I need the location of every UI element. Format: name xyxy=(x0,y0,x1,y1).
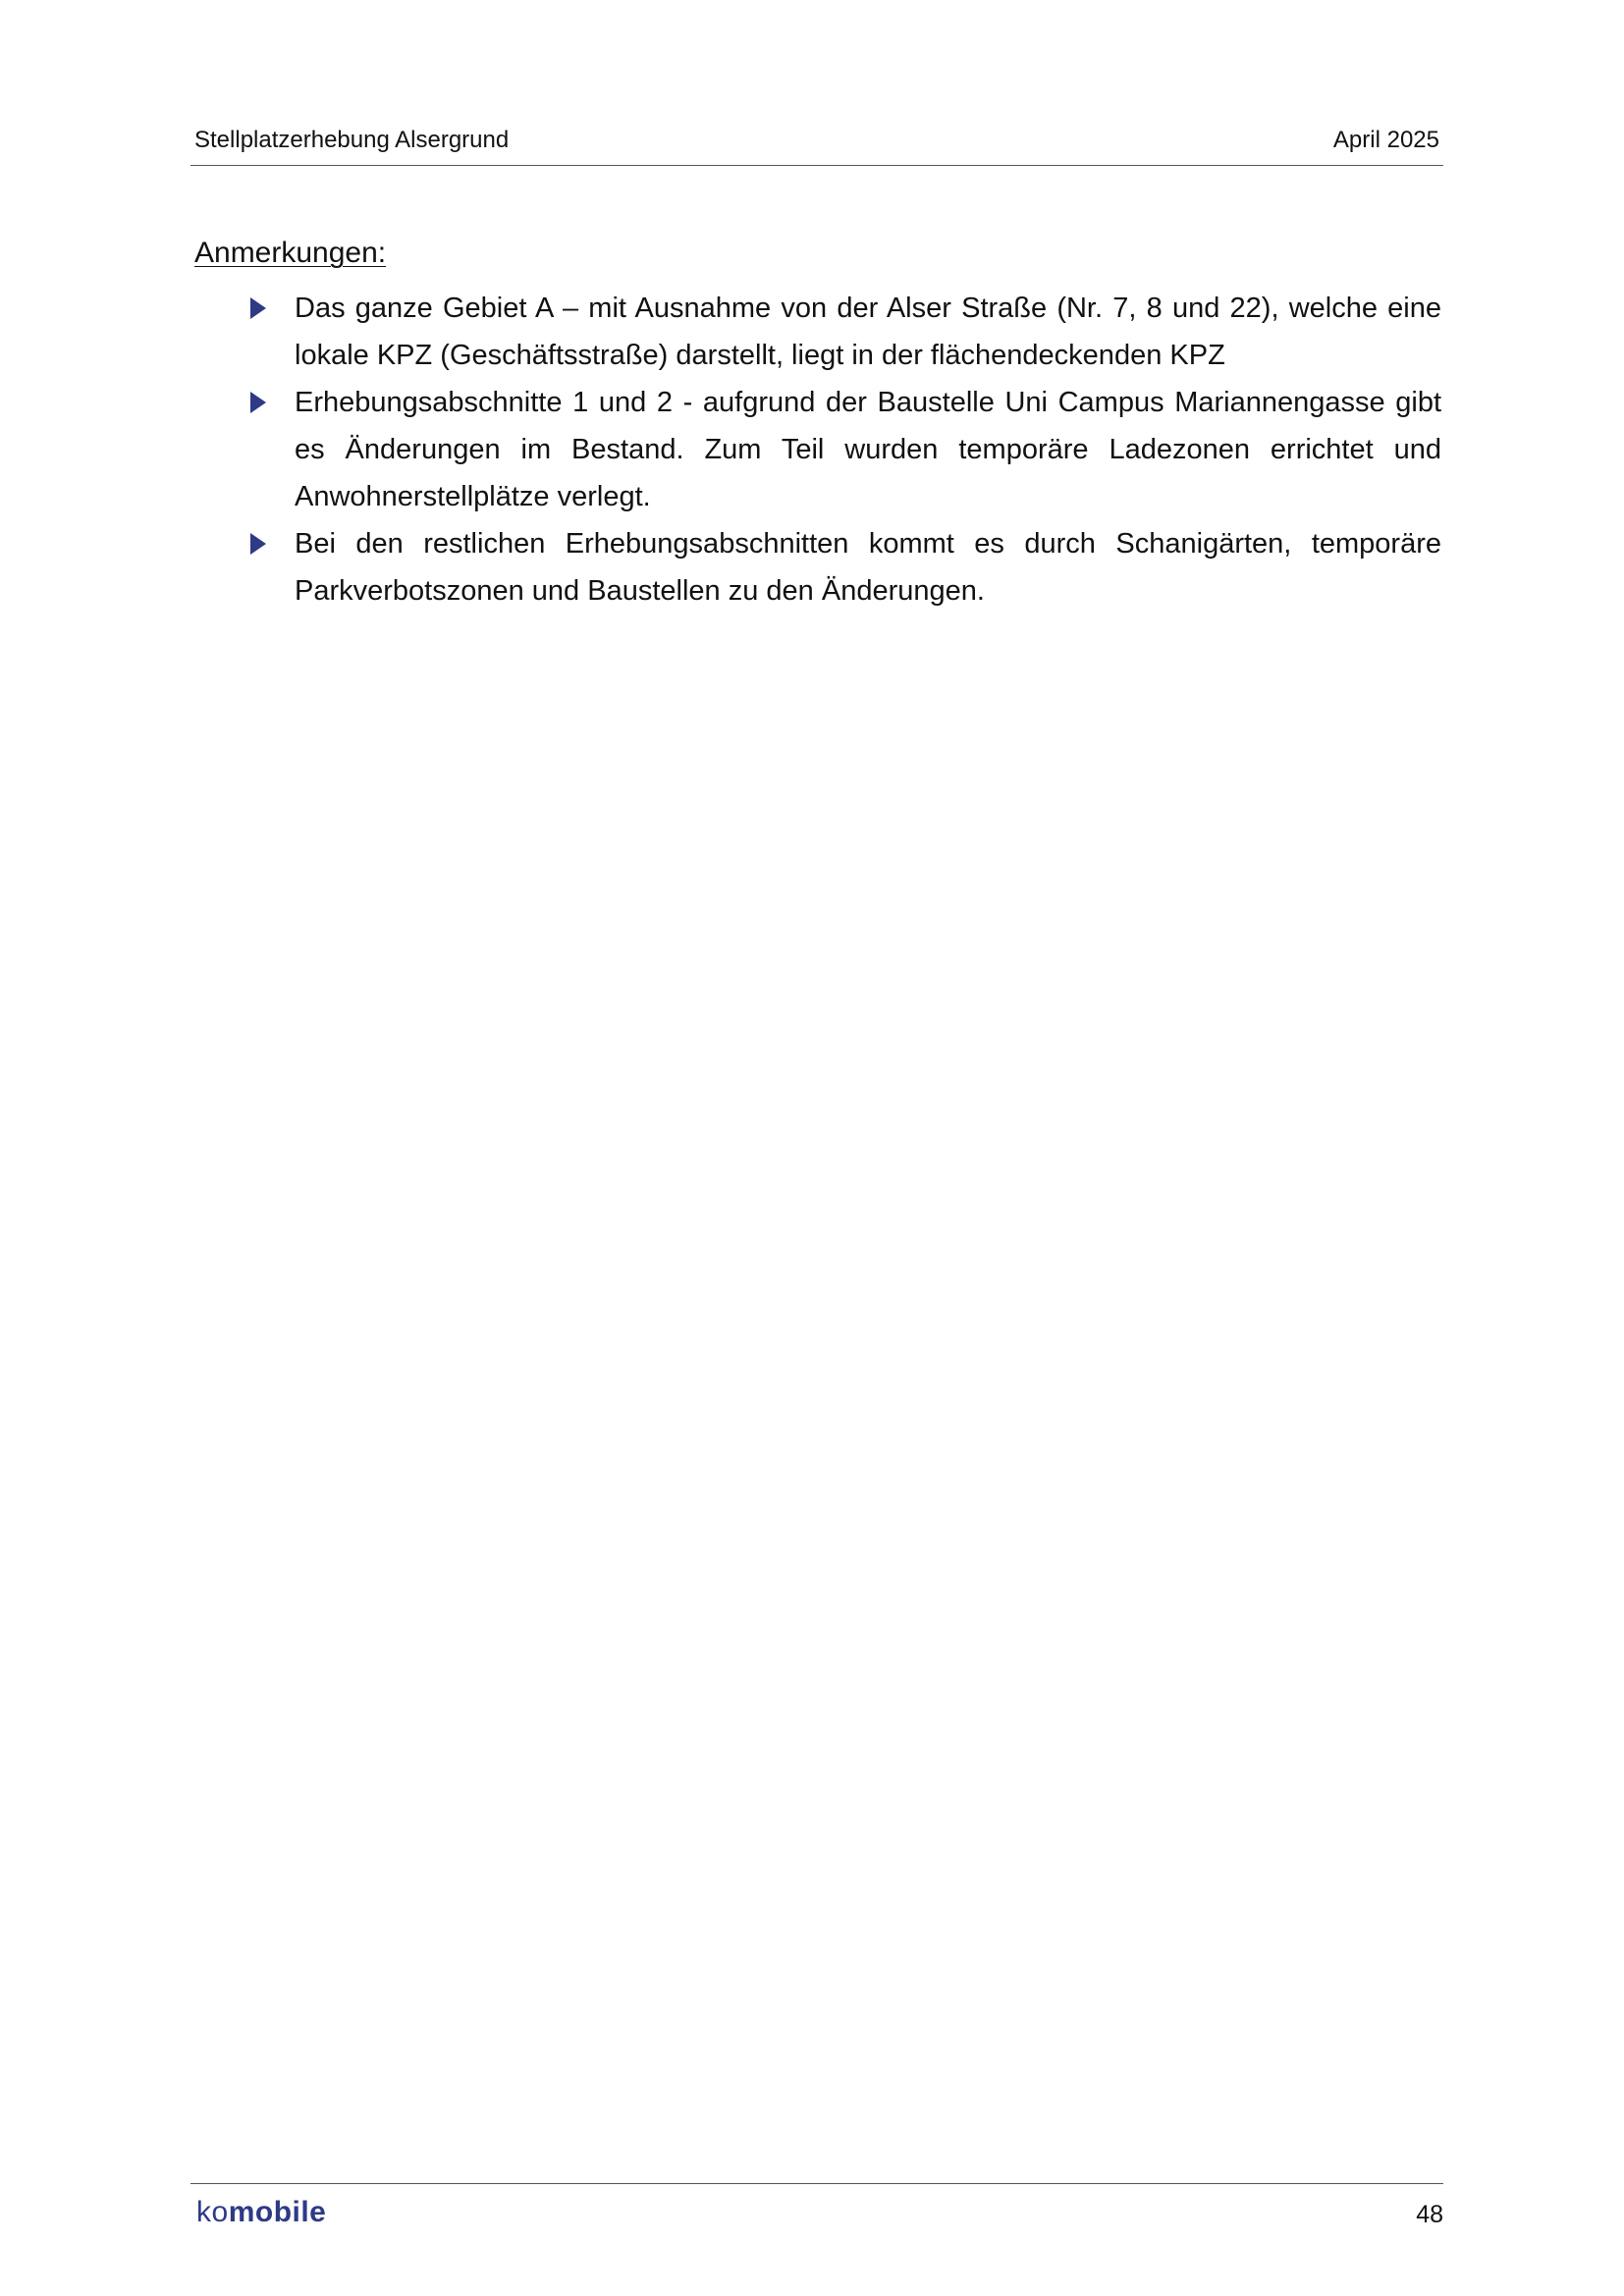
list-item xyxy=(194,520,1441,614)
page-number: 48 xyxy=(1416,2201,1443,2228)
logo-prefix: ko xyxy=(196,2196,229,2228)
remarks-list xyxy=(194,285,1441,614)
list-item xyxy=(194,379,1441,520)
list-item xyxy=(194,285,1441,379)
triangle-right-icon xyxy=(250,533,266,555)
page-header xyxy=(192,124,1441,163)
list-item-text: Bei den restlichen Erhebungsabschnitten kommt es durch Schanigärten, temporäre Parkverbotszonen und Baustellen zu den Änderungen. xyxy=(295,528,1441,607)
komobile-logo xyxy=(196,2193,326,2232)
main-content xyxy=(194,234,1441,614)
footer-divider xyxy=(190,2183,1443,2184)
triangle-right-icon xyxy=(250,392,266,413)
header-divider xyxy=(190,165,1443,166)
list-item-text: Erhebungsabschnitte 1 und 2 - aufgrund der Baustelle Uni Campus Mariannengasse gibt es Änderungen im Bestand. Zum Teil wurden temporäre Ladezonen errichtet und Anwohnerstellplätze verlegt. xyxy=(295,387,1441,512)
document-title: Stellplatzerhebung Alsergrund xyxy=(194,127,510,153)
list-item-text: Das ganze Gebiet A – mit Ausnahme von der Alser Straße (Nr. 7, 8 und 22), welche eine lokale KPZ (Geschäftsstraße) darstellt, liegt in der flächendeckenden KPZ xyxy=(295,293,1441,371)
triangle-right-icon xyxy=(250,297,266,319)
document-date: April 2025 xyxy=(1332,127,1439,153)
section-heading: Anmerkungen: xyxy=(194,237,387,269)
logo-suffix: mobile xyxy=(228,2196,327,2228)
